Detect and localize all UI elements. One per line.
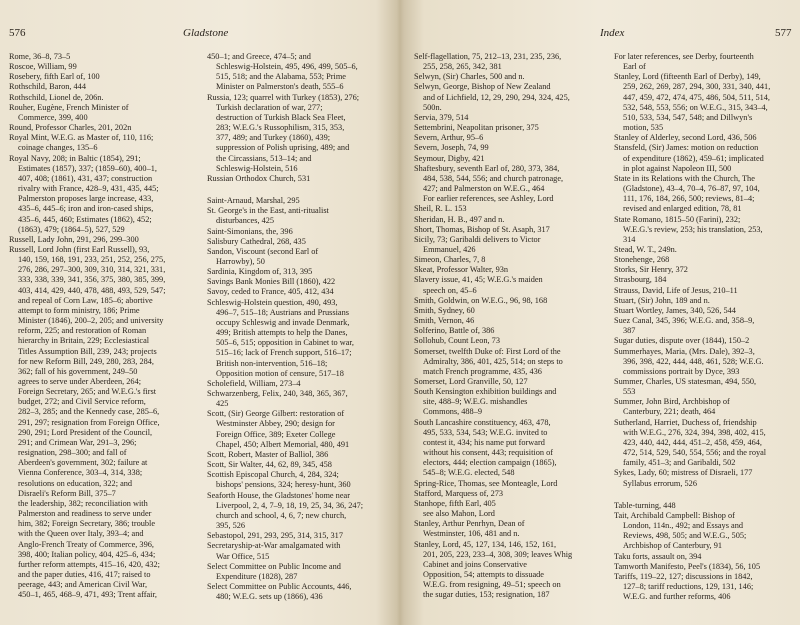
right-page <box>400 0 800 625</box>
index-entry: Sheil, R. L. 153 <box>414 204 467 214</box>
index-entry: Stanley of Alderley, second Lord, 436, 506 <box>614 133 757 143</box>
letter-gap <box>614 489 797 501</box>
index-entry: Short, Thomas, Bishop of St. Asaph, 317 <box>414 224 550 234</box>
page-number-left: 576 <box>9 27 26 39</box>
index-entry: State Romano, 1815–50 (Farini), 232; W.E.G.'s review, 253; his translation, 253, 314 <box>614 214 763 244</box>
index-entry: Stanhope, fifth Earl, 405 see also Mahon, Lord <box>414 498 496 519</box>
index-entry: Select Committee on Public Income and Expenditure (1828), 287 <box>207 561 341 581</box>
index-entry: Scottish Episcopal Church, 4, 284, 324; bishops' pensions, 324; heresy-hunt, 360 <box>207 470 351 490</box>
page-number-right: 577 <box>775 27 792 39</box>
index-entry: Taku forts, assault on, 394 <box>614 551 702 561</box>
index-entry: Rome, 36–8, 73–5 <box>9 52 71 61</box>
index-entry: Severn, Joseph, 74, 99 <box>414 143 489 153</box>
index-entry: Simeon, Charles, 7, 8 <box>414 255 486 265</box>
index-entry: Strauss, David, Life of Jesus, 210–11 <box>614 285 738 295</box>
index-entry: Rosebery, fifth Earl of, 100 <box>9 72 100 82</box>
index-entry: Smith, Sydney, 60 <box>414 305 475 315</box>
index-entry: Stead, W. T., 249n. <box>614 244 677 254</box>
index-entry: Table-turning, 448 <box>614 500 676 510</box>
letter-gap <box>207 184 395 196</box>
index-entry: Selwyn, George, Bishop of New Zealand and of Lichfield, 12, 29, 290, 294, 324, 425, 500n. <box>414 82 570 112</box>
index-entry: Stanley, Lord (fifteenth Earl of Derby), 149, 259, 262, 269, 287, 294, 300, 331, 340, 441, 447, 459, 472, 474, 475, 486, 504, 511, 514, 532, 548, 553, 556; on W.E.G., 315, 343–4, 510, 533, 534, 547, 548; and Dillwyn's motion, 535 <box>614 72 771 133</box>
index-entry: Summer, Charles, US statesman, 494, 550, 553 <box>614 377 757 397</box>
index-entry: Self-flagellation, 75, 212–13, 231, 235, 236, 255, 258, 265, 342, 381 <box>414 52 562 72</box>
index-entry: Select Committee on Public Accounts, 446, 480; W.E.G. sets up (1866), 436 <box>207 581 352 602</box>
index-entry: Salisbury Cathedral, 268, 435 <box>207 236 306 246</box>
index-entry: Russell, Lady John, 291, 296, 299–300 <box>9 234 139 244</box>
index-entry: Solferino, Battle of, 386 <box>414 326 495 336</box>
running-title-right: Index <box>600 27 625 39</box>
index-entry: Suez Canal, 345, 396; W.E.G. and, 358–9, 387 <box>614 316 755 336</box>
index-entry: Savings Bank Monies Bill (1860), 422 <box>207 277 336 287</box>
index-entry: Somerset, Lord Granville, 50, 127 <box>414 377 528 386</box>
index-entry: Rouher, Eugène, French Minister of Commerce, 399, 400 <box>9 102 129 122</box>
index-entry: Scholefield, William, 273–4 <box>207 378 301 388</box>
index-entry: Rothschild, Lionel de, 206n. <box>9 92 104 102</box>
index-entry: Stansfeld, (Sir) James: motion on reduction of expenditure (1862), 459–61; implicated in plot against Napoleon III, 500 <box>614 143 764 173</box>
index-entry: Tait, Archibald Campbell: Bishop of London, 114n., 492; and Essays and Reviews, 498, 505; and W.E.G., 505; Archbishop of Canterbury, 91 <box>614 510 747 551</box>
index-entry: Tariffs, 119–22, 127; discussions in 1842, 127–8; tariff reductions, 129, 131, 146; W.E.G. and further reforms, 406 <box>614 571 754 602</box>
index-entry: Sugar duties, dispute over (1844), 150–2 <box>614 336 750 346</box>
index-entry: Summerhayes, Maria, (Mrs. Dale), 392–3, 396, 398, 422, 444, 448, 461, 528; W.E.G. commissions portrait by Dyce, 393 <box>614 346 764 376</box>
index-column-right-1 <box>414 52 607 600</box>
index-entry: Schwarzenberg, Felix, 240, 348, 365, 367, 425 <box>207 389 348 409</box>
index-entry: Secretaryship-at-War amalgamated with War Office, 515 <box>207 541 341 561</box>
index-column-left-2 <box>207 52 395 602</box>
index-entry: Smith, Goldwin, on W.E.G., 96, 98, 168 <box>414 295 548 305</box>
index-entry: Saint-Simonians, the, 396 <box>207 226 293 236</box>
index-entry: Roscoe, William, 99 <box>9 62 77 72</box>
index-entry: Severn, Arthur, 95–6 <box>414 133 484 143</box>
index-entry: Settembrini, Neapolitan prisoner, 375 <box>414 123 539 133</box>
index-column-left-1 <box>9 52 202 600</box>
index-entry: Sutherland, Harriet, Duchess of, friendship with W.E.G., 276, 324, 394, 398, 402, 415, 423, 440, 442, 444, 451–2, 458, 459, 464, 472, 514, 529, 540, 554, 556; and the royal family, 451–3; and Garibaldi, 502 <box>614 417 767 468</box>
index-entry: Saint-Arnaud, Marshal, 295 <box>207 196 300 206</box>
index-entry: Selwyn, (Sir) Charles, 500 and n. <box>414 72 525 82</box>
index-entry: Sheridan, H. B., 497 and n. <box>414 214 505 224</box>
index-entry: Servia, 379, 514 <box>414 112 469 122</box>
index-entry: State in its Relations with the Church, The (Gladstone), 43–4, 70–4, 76–87, 97, 104, 111, 176, 184, 266, 500; reviews, 81–4; revised and enlarged edition, 78, 81 <box>614 173 760 214</box>
index-entry: Stonehenge, 268 <box>614 255 670 265</box>
index-entry: Russia, 123; quarrel with Turkey (1853), 276; Turkish declaration of war, 277; destruction of Turkish Black Sea Fleet, 283; W.E.G.'s Russophilism, 315, 353, 377, 489; and Turkey (1860), 439; suppression of Polish uprising, 489; and the Circassians, 513–14; and Schleswig-Holstein, 516 <box>207 92 360 173</box>
index-entry: Summer, John Bird, Archbishop of Canterbury, 221; death, 464 <box>614 397 730 417</box>
index-entry: Seaforth House, the Gladstones' home near Liverpool, 2, 4, 7–9, 18, 19, 25, 34, 36, 247; church and school, 4, 6, 7; new church, 395, 526 <box>207 490 364 531</box>
index-entry: Sardinia, Kingdom of, 313, 395 <box>207 267 313 277</box>
index-entry: Sebastopol, 291, 293, 295, 314, 315, 317 <box>207 531 343 541</box>
index-entry: Scott, Robert, Master of Balliol, 386 <box>207 449 329 459</box>
index-entry: Somerset, twelfth Duke of: First Lord of the Admiralty, 386, 401, 425, 514; on steps to match French programme, 435, 436 <box>414 346 563 376</box>
index-column-right-2 <box>614 52 797 602</box>
index-entry: Round, Professor Charles, 201, 202n <box>9 123 132 133</box>
index-entry: Scott, (Sir) George Gilbert: restoration of Westminster Abbey, 290; design for Foreign Office, 389; Exeter College Chapel, 450; Albert Memorial, 480, 491 <box>207 409 350 449</box>
index-entry: St. George's in the East, anti-ritualist disturbances, 425 <box>207 206 329 226</box>
index-entry: Skeat, Professor Walter, 93n <box>414 265 509 275</box>
index-entry: Smith, Vernon, 46 <box>414 316 475 326</box>
index-entry: Spring-Rice, Thomas, see Monteagle, Lord <box>414 478 558 488</box>
index-entry: Strasbourg, 184 <box>614 275 667 285</box>
index-entry: South Lancashire constituency, 463, 478, 495, 533, 534, 543; W.E.G. invited to contest it, 434; his name put forward without his consent, 443; requisition of electors, 444; election campaign (1865), 545–8; W.E.G. elected, 548 <box>414 417 557 478</box>
index-entry: Seymour, Digby, 421 <box>414 153 485 163</box>
index-entry: Russian Orthodox Church, 531 <box>207 173 311 183</box>
index-entry: For later references, see Derby, fourteenth Earl of <box>614 52 754 72</box>
index-entry: Stanley, Lord, 45, 127, 134, 146, 152, 161, 201, 205, 223, 233–4, 308, 309; leaves Whig Cabinet and joins Conservative Opposition, 54; attempts to dissuade W.E.G. from resigning, 49–51; speech on the sugar duties, 153; resignation, 187 <box>414 539 573 600</box>
index-entry: Stuart Wortley, James, 340, 526, 544 <box>614 305 736 315</box>
index-entry: 450–1; and Greece, 474–5; and Schleswig-Holstein, 495, 496, 499, 505–6, 515, 518; and the Alabama, 553; Prime Minister on Palmerston's death, 555–6 <box>207 52 358 92</box>
index-entry: Sandon, Viscount (second Earl of Harrowby), 50 <box>207 246 319 266</box>
index-entry: South Kensington exhibition buildings and site, 488–9; W.E.G. mishandles Commons, 488–9 <box>414 387 557 417</box>
index-entry: Sollohub, Count Leon, 73 <box>414 336 500 346</box>
index-entry: Sykes, Lady, 60; mistress of Disraeli, 177 Syllabus errorum, 526 <box>614 468 753 488</box>
index-entry: Rothschild, Baron, 444 <box>9 82 86 92</box>
index-entry: Savoy, ceded to France, 405, 412, 434 <box>207 287 334 297</box>
index-entry: Slavery issue, 41, 45; W.E.G.'s maiden speech on, 45–6 <box>414 275 543 295</box>
index-entry: Stanley, Arthur Penrhyn, Dean of Westminster, 106, 481 and n. <box>414 519 525 539</box>
index-entry: Sicily, 73; Garibaldi delivers to Victor Emmanuel, 426 <box>414 234 541 254</box>
index-entry: Storks, Sir Henry, 372 <box>614 265 688 275</box>
index-entry: Stafford, Marquess of, 273 <box>414 488 504 498</box>
index-entry: Royal Mint, W.E.G. as Master of, 110, 116; coinage changes, 135–6 <box>9 133 154 153</box>
index-entry: Shaftesbury, seventh Earl of, 280, 373, 384, 484, 538, 544, 556; and church patronage, 427; and Palmerston on W.E.G., 464 For earlier references, see Ashley, Lord <box>414 163 564 204</box>
running-title-left: Gladstone <box>183 27 229 39</box>
index-entry: Russell, Lord John (first Earl Russell), 93, 140, 159, 168, 191, 233, 251, 252, 256, 275, 276, 286, 297–300, 309, 310, 314, 321, 331, 333, 338, 339, 341, 356, 375, 380, 385, 399, 403, 414, 429, 440, 478, 488, 493, 529, 547; and repeal of Corn Law, 185–6; abortive attempt to form ministry, 186; Prime Minister (1846), 200–2, 205; and university reform, 225; and restoration of Roman hierarchy in Britain, 229; Ecclesiastical Titles Assumption Bill, 239, 243; projects for new Reform Bill, 249, 280, 283, 284, 362; fall of his government, 249–50 agrees to serve under Aberdeen, 264; Foreign Secretary, 265; and W.E.G.'s first budget, 272; and Civil Service reform, 282–3, 285; and the Kennedy case, 285–6, 291, 297; resignation from Foreign Office, 290, 291; Lord President of the Council, 291; and Crimean War, 291–3, 296; resignation, 298–300; and fall of Aberdeen's government, 302; failure at Vienna Conference, 303–4, 314, 338; resolutions on education, 322; and Disraeli's Reform Bill, 375–7 the leadership, 382; reconciliation with Palmerston and readiness to serve under him, 382; Foreign Secretary, 386; trouble with the Queen over Italy, 393–4; and Anglo-French Treaty of Commerce, 396, 398, 400; Italian policy, 404, 425–6, 434; further reform attempts, 415–16, 420, 432; and the paper duties, 416, 417; raised to peerage, 443; and American Civil War, 450–1, 465, 468–9, 471, 493; Trent affair, <box>9 244 166 600</box>
index-entry: Royal Navy, 208; in Baltic (1854), 291; Estimates (1857), 337; (1859–60), 400–1, 407, 408; (1861), 431, 437; construction rivalry with France, 428–9, 431, 435, 445; Palmerston proposes large increase, 433, 435–6, 445–6; iron and iron-cased ships, 435–6, 445, 460; Estimates (1862), 452; (1863), 479; (1864–5), 527, 529 <box>9 153 159 234</box>
index-entry: Stuart, (Sir) John, 189 and n. <box>614 295 710 305</box>
index-entry: Scott, Sir Walter, 44, 62, 89, 345, 458 <box>207 460 332 470</box>
index-entry: Tamworth Manifesto, Peel's (1834), 56, 105 <box>614 561 761 571</box>
index-entry: Schleswig-Holstein question, 490, 493, 496–7, 515–18; Austrians and Prussians occupy Schleswig and invade Denmark, 499; British attempts to help the Danes, 505–6, 515; opposition in Cabinet to war, 515–16; lack of French support, 516–17; British non-intervention, 516–18; Opposition motion of censure, 517–18 <box>207 297 354 378</box>
